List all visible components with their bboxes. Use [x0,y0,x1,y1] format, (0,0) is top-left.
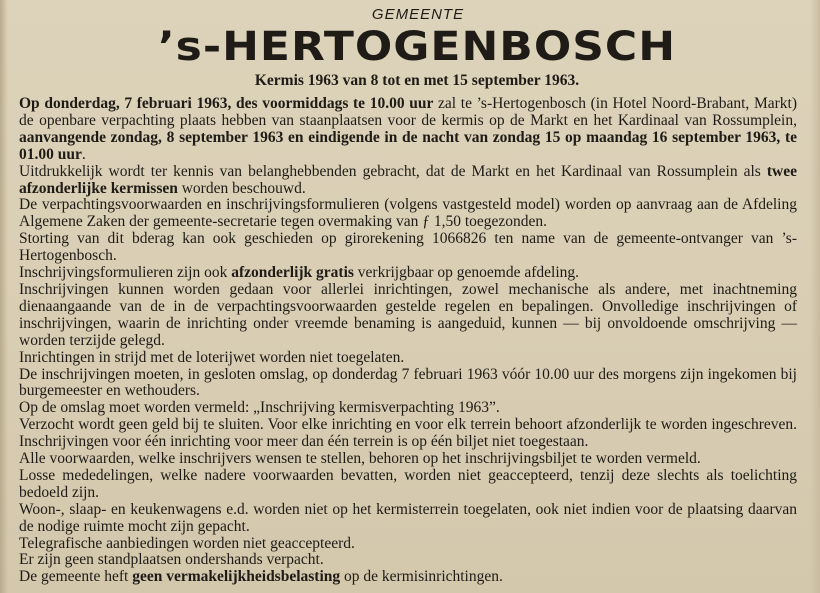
forms-free-text: Inschrijvingsformulieren zijn ook [19,264,232,282]
notice-header [0,6,820,90]
city-title: ’s-HERTOGENBOSCH [157,23,677,71]
paragraph-conditions: De verpachtingsvoorwaarden en inschrijvingsformulieren (volgens vastgesteld model) worden op aanvraag aan de Afdeling Algemene Zaken der gemeente-secretarie tegen overmaking van ƒ 1,50 toegezonden. [19,196,797,231]
paragraph-two-fairs [19,164,797,198]
paragraph-envelope: Op de omslag moet worden vermeld: „Inschrijving kermisverpachting 1963”. [19,399,500,417]
auction-date-emphasis: Op donderdag, 7 februari 1963, des voormiddags te 10.00 uur [19,95,434,112]
forms-free-text-end: verkrijgbaar op genoemde afdeling. [353,264,580,282]
no-tax-text: De gemeente heft [19,568,133,586]
paragraph-loose-notes: Losse mededelingen, welke nadere voorwaarden bevatten, worden niet geaccepteerd, tenzij deze slechts als toelichting bedoeld zijn. [19,466,797,501]
paragraph-telegrams: Telegrafische aanbiedingen worden niet geaccepteerd. [19,534,355,552]
no-tax-emphasis: geen vermakelijkheidsbelasting [132,568,341,586]
paragraph-deadline: De inschrijvingen moeten, in gesloten omslag, op donderdag 7 februari 1963 vóór 10.00 uur des morgens zijn ingekomen bij burgemeester en wethouders. [19,365,797,400]
paragraph-caravans: Woon-, slaap- en keukenwagens e.d. worden niet op het kermisterrein toegelaten, ook niet indien voor de plaatsing daarvan de nodige ruimte mocht zijn gepacht. [19,500,797,535]
two-fairs-text-end: worden beschouwd. [177,179,306,197]
no-tax-text-end: op de kermisinrichtingen. [340,568,503,586]
notice-subtitle: Kermis 1963 van 8 tot en met 15 september 1963. [254,72,580,89]
kermis-period-emphasis: aanvangende zondag, 8 september 1963 en eindigende in de nacht van zondag 15 op maandag 16 september 1963, te 01.00 uur [19,128,797,163]
paragraph-lottery: Inrichtingen in strijd met de loterijwet worden niet toegelaten. [19,348,405,366]
paragraph-payment: Storting van dit bderag kan ook geschieden op girorekening 1066826 ten name van de gemeente-ontvanger van ’s-Hertogenbosch. [19,230,797,265]
two-fairs-text: Uitdrukkelijk wordt ter kennis van belanghebbenden gebracht, dat de Markt en het Kardinaal van Rossumplein als [19,162,767,180]
notice-body [19,96,797,586]
paragraph-no-private: Er zijn geen standplaatsen ondershands verpacht. [19,551,324,569]
two-fairs-emphasis: twee afzonderlijke kermissen [19,162,797,197]
auction-location-text: zal te ’s-Hertogenbosch (in Hotel Noord-Brabant, Markt) de openbare verpachting plaats hebben van staanplaatsen voor de kermis op de Markt en het Kardinaal van Rossumplein, [19,95,797,129]
paragraph-all-conditions: Alle voorwaarden, welke inschrijvers wensen te stellen, behoren op het inschrijvingsbiljet te worden vermeld. [19,450,701,468]
paragraph-registrations: Inschrijvingen kunnen worden gedaan voor allerlei inrichtingen, zowel mechanische als andere, met inachtneming dienaangaande van de in de verpachtingsvoorwaarden gestelde regelen en bepalingen. Onvolledige inschrijvingen of inschrijvingen, waarin de inrichting onder vreemde benaming is aangeduid, kunnen — bij onvoldoende omschrijving — worden terzijde gelegd. [19,280,797,349]
paragraph-no-money: Verzocht wordt geen geld bij te sluiten. Voor elke inrichting en voor elk terrein behoort afzonderlijk te worden ingeschreven. Inschrijvingen voor één inrichting voor meer dan één terrein is op één biljet niet toegestaan. [19,416,797,451]
paragraph-end: . [81,145,86,163]
paragraph-forms-free [19,265,797,282]
paragraph-no-tax [19,569,797,586]
forms-free-emphasis: afzonderlijk gratis [231,264,354,282]
municipality-label: GEMEENTE [371,6,465,23]
paragraph-auction-date [19,96,797,164]
